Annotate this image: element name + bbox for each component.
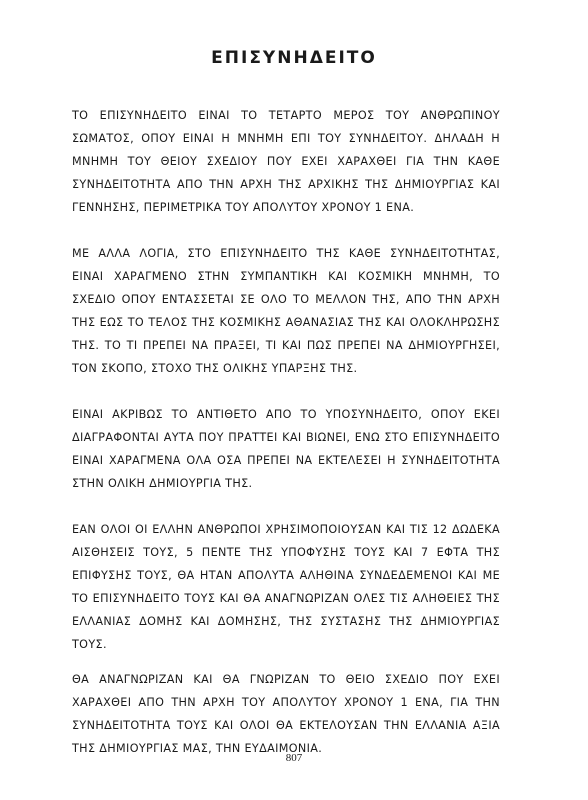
paragraph-2: ΜΕ ΑΛΛΑ ΛΟΓΙΑ, ΣΤΟ ΕΠΙΣΥΝΗΔΕΙΤΟ ΤΗΣ ΚΑΘΕ ΣΥΝΗΔΕΙΤΟΤΗΤΑΣ, ΕΙΝΑΙ ΧΑΡΑΓΜΕΝΟ ΣΤΗΝ ΣΥΜΠΑΝΤΙΚΗ ΚΑΙ ΚΟΣΜΙΚΗ ΜΝΗΜΗ, ΤΟ ΣΧΕΔΙΟ ΟΠΟΥ ΕΝΤΑΣΣΕΤΑΙ ΣΕ ΟΛΟ ΤΟ ΜΕΛΛΟΝ ΤΗΣ, ΑΠΟ ΤΗΝ ΑΡΧΗ ΤΗΣ ΕΩΣ ΤΟ ΤΕΛΟΣ ΤΗΣ ΚΟΣΜΙΚΗΣ ΑΘΑΝΑΣΙΑΣ ΤΗΣ ΚΑΙ ΟΛΟΚΛΗΡΩΣΗΣ ΤΗΣ. ΤΟ ΤΙ ΠΡΕΠΕΙ ΝΑ ΠΡΑΞΕΙ, ΤΙ ΚΑΙ ΠΩΣ ΠΡΕΠΕΙ ΝΑ ΔΗΜΙΟΥΡΓΗΣΕΙ, ΤΟΝ ΣΚΟΠΟ, ΣΤΟΧΟ ΤΗΣ ΟΛΙΚΗΣ ΥΠΑΡΞΗΣ ΤΗΣ.: [72, 247, 500, 375]
paragraph-5: ΘΑ ΑΝΑΓΝΩΡΙΖΑΝ ΚΑΙ ΘΑ ΓΝΩΡΙΖΑΝ ΤΟ ΘΕΙΟ ΣΧΕΔΙΟ ΠΟΥ ΕΧΕΙ ΧΑΡΑΧΘΕΙ ΑΠΟ ΤΗΝ ΑΡΧΗ ΤΟΥ ΑΠΟΛΥΤΟΥ ΧΡΟΝΟΥ 1 ΕΝΑ, ΓΙΑ ΤΗΝ ΣΥΝΗΔΕΙΤΟΤΗΤΑ ΤΟΥΣ ΚΑΙ ΟΛΟΙ ΘΑ ΕΚΤΕΛΟΥΣΑΝ ΤΗΝ ΕΛΛΑΝΙΑ ΑΞΙΑ ΤΗΣ ΔΗΜΙΟΥΡΓΙΑΣ ΜΑΣ, ΤΗΝ ΕΥΔΑΙΜΟΝΙΑ.: [72, 673, 500, 755]
body-text: [72, 104, 500, 783]
page-number: 807: [285, 752, 303, 764]
paragraph-3: ΕΙΝΑΙ ΑΚΡΙΒΩΣ ΤΟ ΑΝΤΙΘΕΤΟ ΑΠΟ ΤΟ ΥΠΟΣΥΝΗΔΕΙΤΟ, ΟΠΟΥ ΕΚΕΙ ΔΙΑΓΡΑΦΟΝΤΑΙ ΑΥΤΑ ΠΟΥ ΠΡΑΤΤΕΙ ΚΑΙ ΒΙΩΝΕΙ, ΕΝΩ ΣΤΟ ΕΠΙΣΥΝΗΔΕΙΤΟ ΕΙΝΑΙ ΧΑΡΑΓΜΕΝΑ ΟΛΑ ΟΣΑ ΠΡΕΠΕΙ ΝΑ ΕΚΤΕΛΕΣΕΙ Η ΣΥΝΗΔΕΙΤΟΤΗΤΑ ΣΤΗΝ ΟΛΙΚΗ ΔΗΜΙΟΥΡΓΙΑ ΤΗΣ.: [72, 408, 500, 490]
page-title: ΕΠΙΣΥΝΗΔΕΙΤΟ: [211, 48, 377, 68]
paragraph-4: ΕΑΝ ΟΛΟΙ ΟΙ ΕΛΛΗΝ ΑΝΘΡΩΠΟΙ ΧΡΗΣΙΜΟΠΟΙΟΥΣΑΝ ΚΑΙ ΤΙΣ 12 ΔΩΔΕΚΑ ΑΙΣΘΗΣΕΙΣ ΤΟΥΣ, 5 ΠΕΝΤΕ ΤΗΣ ΥΠΟΦΥΣΗΣ ΤΟΥΣ ΚΑΙ 7 ΕΦΤΑ ΤΗΣ ΕΠΙΦΥΣΗΣ ΤΟΥΣ, ΘΑ ΗΤΑΝ ΑΠΟΛΥΤΑ ΑΛΗΘΙΝΑ ΣΥΝΔΕΔΕΜΕΝΟΙ ΚΑΙ ΜΕ ΤΟ ΕΠΙΣΥΝΗΔΕΙΤΟ ΤΟΥΣ ΚΑΙ ΘΑ ΑΝΑΓΝΩΡΙΖΑΝ ΟΛΕΣ ΤΙΣ ΑΛΗΘΕΙΕΣ ΤΗΣ ΕΛΛΑΝΙΑΣ ΔΟΜΗΣ ΚΑΙ ΔΟΜΗΣΗΣ, ΤΗΣ ΣΥΣΤΑΣΗΣ ΤΗΣ ΔΗΜΙΟΥΡΓΙΑΣ ΤΟΥΣ.: [72, 523, 500, 651]
paragraph-1: ΤΟ ΕΠΙΣΥΝΗΔΕΙΤΟ ΕΙΝΑΙ ΤΟ ΤΕΤΑΡΤΟ ΜΕΡΟΣ ΤΟΥ ΑΝΘΡΩΠΙΝΟΥ ΣΩΜΑΤΟΣ, ΟΠΟΥ ΕΙΝΑΙ Η ΜΝΗΜΗ ΕΠΙ ΤΟΥ ΣΥΝΗΔΕΙΤΟΥ. ΔΗΛΑΔΗ Η ΜΝΗΜΗ ΤΟΥ ΘΕΙΟΥ ΣΧΕΔΙΟΥ ΠΟΥ ΕΧΕΙ ΧΑΡΑΧΘΕΙ ΓΙΑ ΤΗΝ ΚΑΘΕ ΣΥΝΗΔΕΙΤΟΤΗΤΑ ΑΠΟ ΤΗΝ ΑΡΧΗ ΤΗΣ ΑΡΧΙΚΗΣ ΤΗΣ ΔΗΜΙΟΥΡΓΙΑΣ ΚΑΙ ΓΕΝΝΗΣΗΣ, ΠΕΡΙΜΕΤΡΙΚΑ ΤΟΥ ΑΠΟΛΥΤΟΥ ΧΡΟΝΟΥ 1 ΕΝΑ.: [72, 109, 500, 214]
